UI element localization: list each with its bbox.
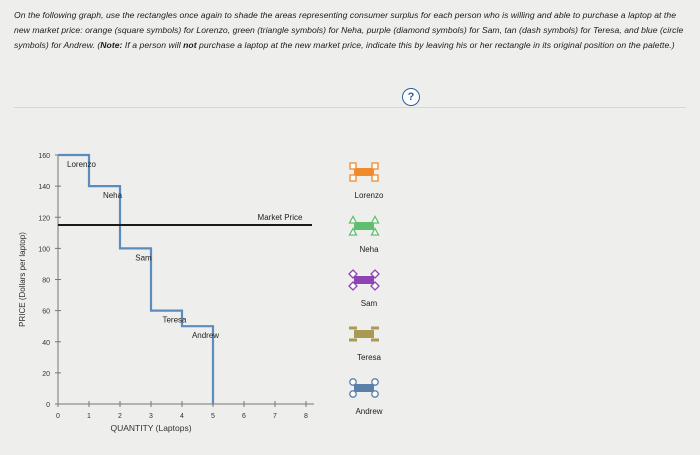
graph-area [14,120,686,450]
square-icon [350,175,356,181]
y-tick-label: 140 [38,184,50,192]
circle-icon [350,379,356,385]
market-price-label: Market Price [257,213,303,223]
x-tick-label: 5 [211,413,215,420]
x-tick-label: 2 [118,413,122,420]
triangle-icon [372,217,379,224]
step-label-neha: Neha [102,191,123,201]
not-word: not [183,39,197,50]
consumer-surplus-chart [14,120,686,450]
note-label: Note: [100,39,123,50]
palette-item-teresa[interactable] [349,327,379,342]
palette-label-sam: Sam [360,299,378,308]
y-tick-label: 100 [38,246,50,254]
divider [14,107,686,108]
x-tick-label: 7 [273,413,277,420]
dash-icon [371,339,379,342]
square-icon [372,163,378,169]
demand-curve [58,155,312,404]
x-tick-label: 4 [180,413,184,420]
palette-label-teresa: Teresa [356,353,382,362]
square-icon [372,175,378,181]
instructions-part1: On the following graph, use the rectangles once again to shade the areas representing consumer surplus for each person who is willing and able to purchase a laptop at the new market price: orange (square symbols) for Lorenzo, green (triangle symbols) for Neha, purple (diamond symbols) for Sam, tan (dash symbols) for Teresa, and blue (circle symbols) for Andrew. ( [14,10,684,50]
dash-icon [371,327,379,330]
square-icon [350,163,356,169]
step-label-andrew: Andrew [191,331,220,341]
step-label-teresa: Teresa [162,315,187,325]
instructions-part2: If a person will [122,39,184,50]
instructions-part3: purchase a laptop at the new market price, indicate this by leaving his or her rectangle in its original position on the palette.) [196,39,675,50]
x-tick-label: 0 [56,413,60,420]
axes [18,153,314,433]
x-tick-label: 1 [87,413,91,420]
rectangle-sam[interactable] [354,276,374,284]
help-icon[interactable]: ? [402,88,420,106]
y-axis-title: PRICE (Dollars per laptop) [18,232,27,327]
x-tick-label: 3 [149,413,153,420]
step-label-lorenzo: Lorenzo [67,160,96,169]
palette-item-neha[interactable] [350,217,379,236]
step-label-sam: Sam [135,253,152,263]
y-tick-label: 160 [38,153,50,160]
palette-item-lorenzo[interactable] [350,163,378,181]
dash-icon [349,327,357,330]
palette-item-sam[interactable] [349,270,379,290]
demand-step-line [58,155,213,404]
palette-label-neha: Neha [359,245,379,254]
rectangle-teresa[interactable] [354,330,374,338]
x-tick-label: 8 [304,413,308,420]
palette-label-andrew: Andrew [355,407,383,416]
triangle-icon [350,217,357,224]
circle-icon [372,379,378,385]
rectangle-andrew[interactable] [354,384,374,392]
y-tick-label: 80 [42,277,50,285]
y-tick-label: 20 [42,370,50,378]
circle-icon [350,391,356,397]
x-tick-label: 6 [242,413,246,420]
palette-label-lorenzo: Lorenzo [354,191,384,200]
y-tick-label: 60 [42,308,50,316]
y-tick-label: 120 [38,215,50,223]
y-tick-label: 0 [46,402,50,409]
circle-icon [372,391,378,397]
instructions-text [14,8,686,52]
rectangle-lorenzo[interactable] [354,168,374,176]
palette-item-andrew[interactable] [350,379,378,397]
dash-icon [349,339,357,342]
y-tick-label: 40 [42,339,50,347]
palette [349,163,384,416]
x-axis-title: QUANTITY (Laptops) [110,423,192,433]
